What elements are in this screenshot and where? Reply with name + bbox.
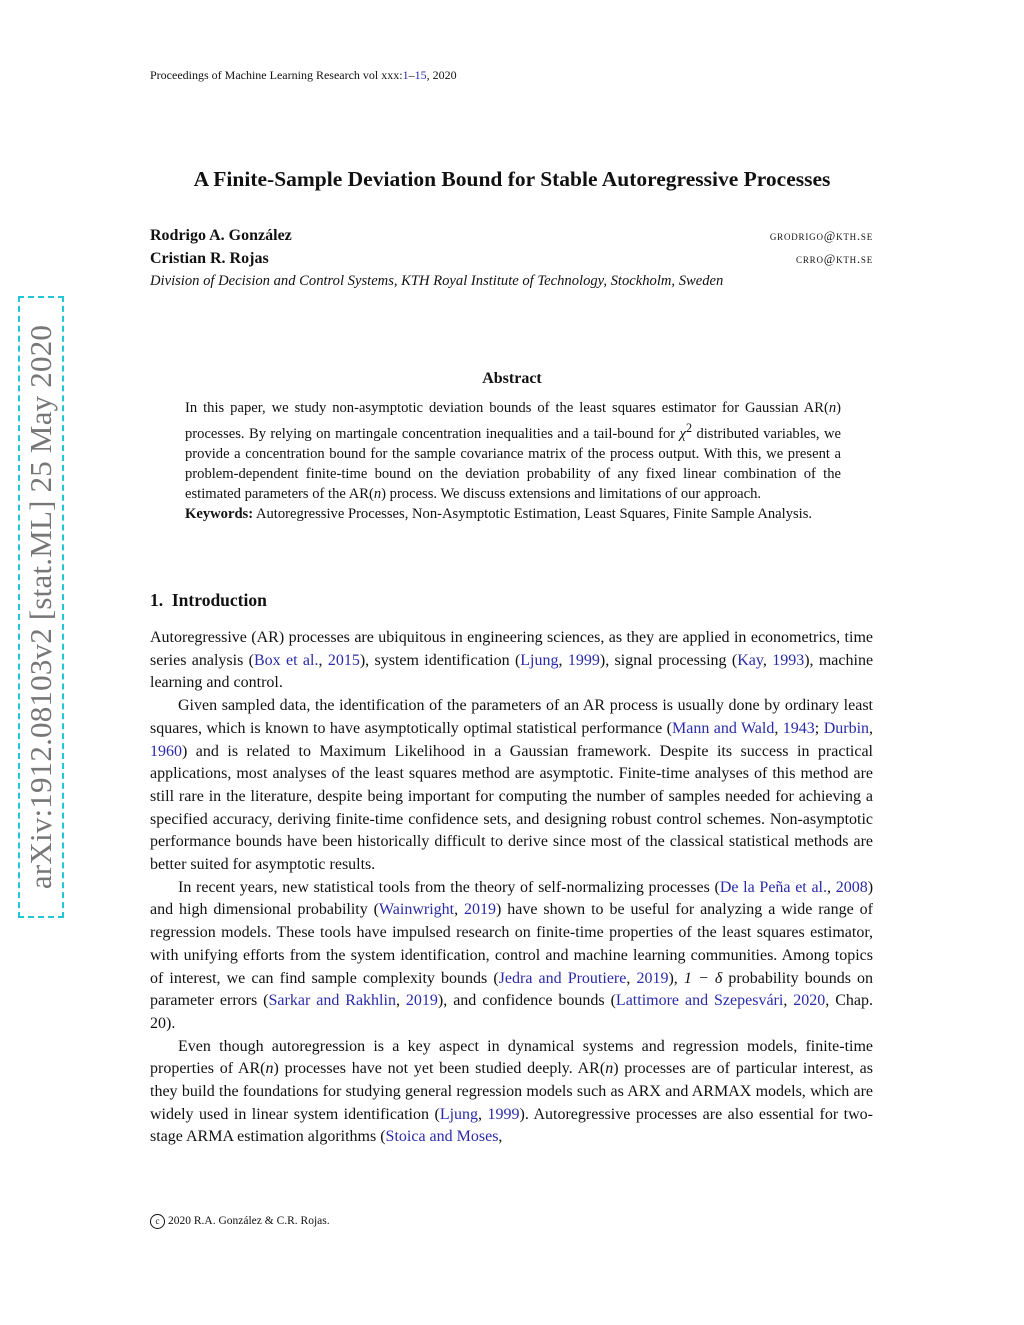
page-range-dash: – (408, 68, 415, 82)
citation-year-link[interactable]: 1993 (772, 651, 805, 669)
paragraph: Given sampled data, the identification of the parameters of an AR process is usually done by ordinary least squares, which is known to have asymptotically optimal statistical performance (Mann and Wald, 1943; Durbin, 1960) and is related to Maximum Likelihood in a Gaussian framework. Despite its success in practical applications, most analyses of the least squares method are asymptotic. Finite-time analyses of this method are still rare in the literature, despite being important for computing the number of samples needed for achieving a specified accuracy, deriving finite-time confidence sets, and designing robust control schemes. Non-asymptotic performance bounds have been historically difficult to derive since most of the classical statistical methods are better suited for asymptotic results. (150, 697, 874, 874)
citation-link[interactable]: Box et al. (254, 651, 319, 669)
citation-link[interactable]: Wainwright (378, 901, 455, 919)
citation-link[interactable]: Mann and Wald (671, 719, 775, 737)
abstract-body (185, 398, 841, 524)
citation-link[interactable]: Stoica and Moses (385, 1128, 499, 1146)
citation-link[interactable]: Sarkar and Rakhlin (268, 992, 396, 1010)
math-n: n (605, 1060, 614, 1078)
citation-year-link[interactable]: 1999 (567, 651, 600, 669)
paper-title: A Finite-Sample Deviation Bound for Stable Autoregressive Processes (193, 167, 831, 191)
copyright-footer (150, 1214, 330, 1229)
citation-link[interactable]: Jedra and Proutiere (498, 969, 627, 987)
affiliation: Division of Decision and Control Systems, KTH Royal Institute of Technology, Stockholm, Sweden (150, 273, 724, 289)
citation-link[interactable]: Durbin (823, 719, 870, 737)
copyright-text: 2020 R.A. González & C.R. Rojas. (168, 1215, 330, 1228)
math-n: n (265, 1060, 274, 1078)
keywords (185, 504, 841, 524)
running-head (150, 68, 457, 83)
abstract-text: In this paper, we study non-asymptotic deviation bounds of the least squares estimator for Gaussian AR(n) processes. By relying on martingale concentration inequalities and a tail-bound for $\chi^2$ distributed variables, we provide a concentration bound for the sample covariance matrix of the process output. With this, we present a problem-dependent finite-time bound on the deviation probability of any fixed linear combination of the estimated parameters of the AR(n) process. We discuss extensions and limitations of our approach. (185, 400, 841, 502)
arxiv-identifier: arXiv:1912.08103v2 [stat.ML] 25 May 2020 (23, 324, 58, 890)
citation-year-link[interactable]: 1999 (487, 1105, 520, 1123)
paragraph: Even though autoregression is a key aspect in dynamical systems and regression models, finite-time properties of AR(n) processes have not yet been studied deeply. AR(n) processes are of particular interest, as they build the foundations for studying general regression models such as ARX and ARMAX models, which are widely used in linear system identification (Ljung, 1999). Autoregressive processes are also essential for two-stage ARMA estimation algorithms (Stoica and Moses, (150, 1037, 874, 1146)
introduction-body (150, 627, 873, 1149)
author-row-2 (150, 250, 873, 272)
citation-link[interactable]: Ljung (439, 1105, 479, 1123)
author-name: Cristian R. Rojas (150, 250, 269, 267)
keywords-label: Keywords: (185, 505, 254, 522)
math-chi: χ (679, 425, 686, 442)
section-title: Introduction (171, 590, 267, 610)
math-expression: 1 − δ (683, 969, 723, 987)
citation-year-link[interactable]: 2008 (835, 878, 868, 896)
page-end-link[interactable]: 15 (414, 68, 427, 82)
copyright-icon: c (150, 1214, 165, 1229)
citation-year-link[interactable]: 2019 (636, 969, 669, 987)
running-head-prefix: Proceedings of Machine Learning Research vol xxx: (150, 68, 403, 82)
arxiv-stamp[interactable] (18, 296, 64, 918)
paragraph: In recent years, new statistical tools from the theory of self-normalizing processes (De la Peña et al., 2008) and high dimensional probability (Wainwright, 2019) have shown to be useful for analyzing a wide range of regression models. These tools have impulsed research on finite-time properties of the least squares estimator, with unifying efforts from the system identification, control and machine learning communities. Among topics of interest, we can find sample complexity bounds (Jedra and Proutiere, 2019), 1 − δ probability bounds on parameter errors (Sarkar and Rakhlin, 2019), and confidence bounds (Lattimore and Szepesvári, 2020, Chap. 20). (150, 878, 874, 1032)
abstract-heading: Abstract (482, 370, 542, 387)
page-start-link[interactable]: 1 (402, 68, 409, 82)
citation-link[interactable]: Kay (737, 651, 763, 669)
citation-year-link[interactable]: 2019 (464, 901, 497, 919)
author-email[interactable]: grodrigo@kth.se (769, 229, 873, 243)
paragraph: Autoregressive (AR) processes are ubiquitous in engineering sciences, as they are applied in econometrics, time series analysis (Box et al., 2015), system identification (Ljung, 1999), signal processing (Kay, 1993), machine learning and control. (150, 629, 874, 692)
keywords-list: Autoregressive Processes, Non-Asymptotic Estimation, Least Squares, Finite Sample Analysis. (255, 505, 813, 522)
author-row-1 (150, 227, 873, 249)
citation-link[interactable]: De la Peña et al. (719, 878, 827, 896)
citation-year-link[interactable]: 2019 (405, 992, 438, 1010)
math-n: n (373, 485, 382, 502)
citation-year-link[interactable]: 1943 (782, 719, 815, 737)
citation-link[interactable]: Ljung (520, 651, 559, 669)
citation-year-link[interactable]: 1960 (150, 742, 182, 760)
author-name: Rodrigo A. González (150, 227, 292, 244)
math-superscript: 2 (685, 421, 693, 435)
math-n: n (828, 400, 837, 416)
citation-link[interactable]: Lattimore and Szepesvári (615, 992, 784, 1010)
running-head-suffix: , 2020 (426, 68, 457, 82)
citation-year-link[interactable]: 2015 (327, 651, 360, 669)
section-number: 1. (150, 590, 164, 610)
section-heading (150, 590, 267, 611)
author-email[interactable]: crro@kth.se (796, 252, 873, 266)
citation-year-link[interactable]: 2020 (793, 992, 826, 1010)
